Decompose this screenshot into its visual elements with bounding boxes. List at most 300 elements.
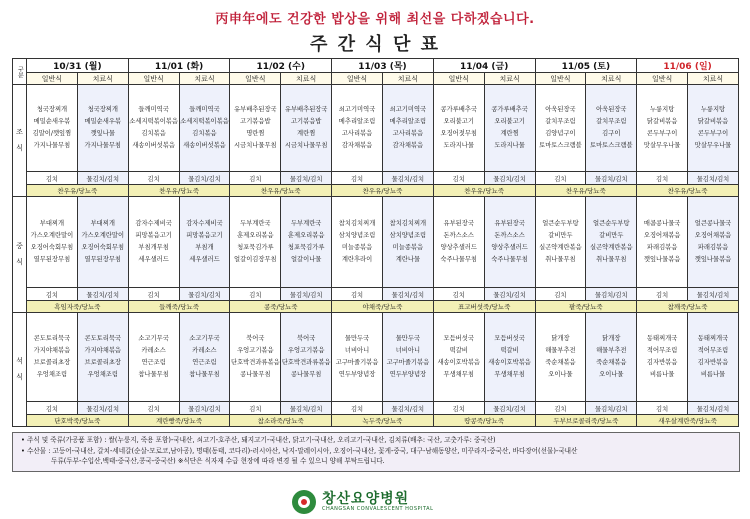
- origin-notes: [12, 432, 740, 472]
- menu-item: 김치볶음: [141, 130, 166, 137]
- menu-cell-general: [128, 85, 179, 172]
- kimchi-therapy: 물김치/김치: [382, 402, 433, 415]
- menu-item: 콩가루배추국: [440, 106, 477, 113]
- type-general: 일반식: [128, 73, 179, 85]
- porridge-cell: 참소라죽/당뇨죽: [230, 415, 332, 427]
- menu-item: 고사리볶음: [341, 130, 373, 137]
- hospital-name: 창산요양병원: [322, 491, 410, 507]
- menu-cell-general: [332, 85, 383, 172]
- footer: [0, 488, 750, 514]
- day-header: 10/31 (월): [27, 59, 129, 73]
- day-header: 11/02 (수): [230, 59, 332, 73]
- day-of-week: 화: [190, 62, 200, 72]
- day-date: 11/05: [561, 62, 590, 72]
- menu-item: 우엉채조림: [87, 371, 118, 378]
- menu-item: 감자수제비국: [135, 220, 172, 227]
- kimchi-general: 김치: [433, 172, 484, 185]
- menu-item: 오징어젓무침: [440, 130, 477, 137]
- day-of-week: 수: [292, 62, 301, 72]
- menu-item: 동태찌개국: [697, 335, 729, 342]
- menu-item: 가스오계란말이: [81, 232, 125, 239]
- menu-item: 메추리알조림: [338, 118, 376, 125]
- menu-item: 양상추샐러드: [440, 244, 477, 251]
- day-of-week: 목: [393, 62, 403, 72]
- menu-item: 우엉고기볶음: [287, 347, 325, 354]
- menu-item: 카레소스: [192, 347, 217, 354]
- menu-cell-therapy: [484, 197, 535, 288]
- menu-item: 북어국: [297, 335, 316, 342]
- menu-item: 아욱된장국: [596, 106, 627, 113]
- menu-item: 깻잎나물볶음: [694, 256, 732, 263]
- menu-item: 고구마줄기볶음: [386, 359, 430, 366]
- menu-item: 훈제오리볶음: [237, 232, 274, 239]
- menu-item: 누룽지탕: [649, 106, 675, 113]
- menu-item: 시금치나물무침: [234, 142, 277, 149]
- menu-cell-therapy: [281, 85, 332, 172]
- kimchi-therapy: 물김치/김치: [484, 172, 535, 185]
- menu-item: 맛살무우나물: [694, 142, 732, 149]
- menu-item: 얼큰순두부탕: [593, 220, 630, 227]
- menu-item: 닭갈비볶음: [697, 118, 729, 125]
- hospital-logo-icon: [292, 490, 316, 514]
- menu-item: 떡갈비: [449, 347, 468, 354]
- menu-item: 콘도토리묵국: [33, 335, 71, 342]
- type-general: 일반식: [535, 73, 586, 85]
- menu-cell-general: [433, 85, 484, 172]
- menu-cell-therapy: [179, 85, 230, 172]
- menu-item: 가지야채볶음: [84, 347, 122, 354]
- kimchi-therapy: 물김치/김치: [281, 172, 332, 185]
- menu-item: 김양념구이: [545, 130, 576, 137]
- menu-item: 김말이/깻잎찜: [32, 130, 72, 137]
- menu-cell-general: [637, 197, 688, 288]
- menu-item: 단호박견과류볶음: [281, 359, 331, 366]
- menu-sheet: [12, 30, 738, 430]
- menu-cell-general: [433, 313, 484, 402]
- menu-item: 해물부추전: [596, 347, 627, 354]
- kimchi-therapy: 물김치/김치: [77, 288, 128, 301]
- menu-cell-therapy: [77, 85, 128, 172]
- menu-item: 갈비만두: [548, 232, 573, 239]
- porridge-cell: 계란빵죽/당뇨죽: [128, 415, 230, 427]
- menu-item: 연근조림: [192, 359, 217, 366]
- menu-item: 메밀순새우볶: [33, 118, 71, 125]
- menu-cell-therapy: [382, 313, 433, 402]
- weekly-menu-table: [12, 58, 739, 427]
- menu-cell-therapy: [77, 313, 128, 402]
- menu-item: 북어국: [246, 335, 265, 342]
- kimchi-general: 김치: [27, 402, 78, 415]
- menu-item: 매콤콩나물국: [643, 220, 681, 227]
- menu-item: 카레소스: [141, 347, 166, 354]
- menu-item: 명란찜: [246, 130, 265, 137]
- kimchi-general: 김치: [128, 288, 179, 301]
- note-line: • 수산물 : 고등어-국내산, 갈치-세네갈(순살-모로코,남아공), 명태(동태, 코다리)-러시아산, 낙지-말레이시아, 오징어-국내산, 꽃게-중국, 대구-남해동양산, 미꾸라지-중국산, 바다장어(선물)-국내산: [21, 446, 578, 455]
- porridge-cell: 찬우유/당뇨죽: [535, 185, 637, 197]
- menu-item: 새송이호박볶음: [488, 359, 531, 366]
- day-date: 11/02: [256, 62, 285, 72]
- kimchi-general: 김치: [535, 288, 586, 301]
- menu-item: 떡갈비: [500, 347, 519, 354]
- menu-item: 계란찜: [297, 130, 316, 137]
- menu-item: 모듬버섯국: [494, 335, 525, 342]
- menu-item: 소세지떡볶이볶음: [129, 118, 178, 125]
- menu-item: 너비아니: [395, 347, 421, 354]
- menu-cell-therapy: [179, 197, 230, 288]
- menu-item: 파래김볶음: [646, 244, 678, 251]
- menu-item: 닭갈비볶음: [646, 118, 678, 125]
- kimchi-general: 김치: [535, 402, 586, 415]
- menu-item: 깻잎나물: [90, 130, 115, 137]
- menu-item: 얼큰순두부탕: [542, 220, 579, 227]
- porridge-cell: 참깨죽/당뇨죽: [637, 301, 739, 313]
- menu-item: 양상추샐러드: [491, 244, 528, 251]
- porridge-cell: 땅콩죽/당뇨죽: [433, 415, 535, 427]
- menu-item: 유부배추된장국: [284, 106, 328, 113]
- menu-cell-therapy: [77, 197, 128, 288]
- porridge-cell: 들깨죽/당뇨죽: [128, 301, 230, 313]
- menu-item: 김자반볶음: [697, 359, 729, 366]
- menu-item: 참나물무침: [189, 371, 220, 378]
- kimchi-general: 김치: [433, 402, 484, 415]
- menu-item: 갈치무조림: [545, 118, 576, 125]
- menu-item: 김치볶음: [192, 130, 217, 137]
- kimchi-general: 김치: [637, 288, 688, 301]
- kimchi-general: 김치: [230, 172, 281, 185]
- menu-item: 가지나물무침: [33, 142, 71, 149]
- menu-cell-general: [535, 197, 586, 288]
- type-therapy: 치료식: [586, 73, 637, 85]
- menu-item: 취나물무침: [545, 256, 576, 263]
- menu-item: 삼치양념조림: [338, 232, 376, 239]
- menu-item: 세우샐러드: [138, 256, 169, 263]
- type-general: 일반식: [637, 73, 688, 85]
- menu-item: 돈까스소스: [443, 232, 474, 239]
- menu-cell-general: [128, 197, 179, 288]
- menu-item: 미늘종볶음: [341, 244, 373, 251]
- menu-item: 새송이버섯볶음: [183, 142, 226, 149]
- kimchi-therapy: 물김치/김치: [382, 288, 433, 301]
- menu-item: 참나물무침: [138, 371, 169, 378]
- type-general: 일반식: [433, 73, 484, 85]
- menu-item: 토마토스크램블: [589, 142, 633, 149]
- menu-item: 물만두국: [344, 335, 370, 342]
- menu-item: 오징어채볶음: [643, 232, 681, 239]
- menu-item: 콩가루배추국: [491, 106, 528, 113]
- menu-item: 소세지떡볶이볶음: [180, 118, 229, 125]
- porridge-cell: 단호박죽/당뇨죽: [27, 415, 129, 427]
- menu-item: 콘두부구이: [646, 130, 678, 137]
- menu-item: 두부계란국: [290, 220, 322, 227]
- menu-item: 부침개무침: [138, 244, 169, 251]
- porridge-cell: 찬우유/당뇨죽: [433, 185, 535, 197]
- menu-cell-general: [27, 313, 78, 402]
- menu-cell-general: [535, 313, 586, 402]
- menu-cell-therapy: [688, 313, 739, 402]
- kimchi-therapy: 물김치/김치: [586, 288, 637, 301]
- kimchi-therapy: 물김치/김치: [281, 402, 332, 415]
- menu-item: 오징어채볶음: [694, 232, 732, 239]
- menu-item: 새송이버섯볶음: [132, 142, 175, 149]
- porridge-cell: 찬우유/당뇨죽: [637, 185, 739, 197]
- porridge-cell: 표고버섯죽/당뇨죽: [433, 301, 535, 313]
- day-date: 11/06: [663, 62, 692, 72]
- menu-item: 오이나물: [599, 371, 624, 378]
- menu-item: 들깨미역국: [189, 106, 220, 113]
- kimchi-therapy: 물김치/김치: [688, 288, 739, 301]
- menu-item: 고구마줄기볶음: [335, 359, 379, 366]
- menu-item: 가지나물무침: [84, 142, 122, 149]
- menu-item: 물만두국: [395, 335, 421, 342]
- menu-cell-therapy: [688, 197, 739, 288]
- menu-item: 연두부양념장: [389, 371, 427, 378]
- kimchi-therapy: 물김치/김치: [586, 402, 637, 415]
- day-header: 11/06 (일): [637, 59, 739, 73]
- menu-item: 미늘종볶음: [392, 244, 424, 251]
- type-general: 일반식: [230, 73, 281, 85]
- menu-item: 오리불고기: [443, 118, 474, 125]
- menu-item: 소고기무국: [189, 335, 220, 342]
- menu-item: 죽순채볶음: [596, 359, 627, 366]
- menu-item: 김구이: [602, 130, 621, 137]
- menu-item: 취나물무침: [596, 256, 627, 263]
- menu-item: 부대찌개: [39, 220, 65, 227]
- porridge-cell: 찬우유/당뇨죽: [128, 185, 230, 197]
- kimchi-general: 김치: [637, 402, 688, 415]
- menu-item: 연두부양념장: [338, 371, 376, 378]
- note-line: • 주식 및 죽류(가공품 포함) : 쌀(누룽지, 죽용 포함)-국내산, 쇠고기-호주산, 돼지고기-국내산, 닭고기-국내산, 오리고기-국내산, 김치류(배추: 국산, 고춧가루: 중국산): [21, 436, 496, 444]
- menu-cell-general: [637, 85, 688, 172]
- menu-item: 훈제오리볶음: [287, 232, 325, 239]
- menu-item: 오징어숙회무침: [30, 244, 74, 251]
- kimchi-general: 김치: [27, 172, 78, 185]
- menu-cell-general: [27, 197, 78, 288]
- menu-cell-therapy: [586, 197, 637, 288]
- menu-item: 비름나물: [700, 371, 726, 378]
- menu-item: 맛살무우나물: [643, 142, 681, 149]
- menu-item: 모듬버섯국: [443, 335, 474, 342]
- kimchi-therapy: 물김치/김치: [688, 402, 739, 415]
- menu-item: 새송이호박볶음: [437, 359, 481, 366]
- menu-item: 적어무조림: [646, 347, 678, 354]
- menu-item: 브로콜리초장: [33, 359, 71, 366]
- menu-item: 계란후라이: [341, 256, 373, 263]
- menu-item: 닭개장: [551, 335, 570, 342]
- kimchi-general: 김치: [332, 402, 383, 415]
- menu-item: 청국장찌개: [36, 106, 68, 113]
- menu-item: 동태찌개국: [646, 335, 678, 342]
- kimchi-general: 김치: [230, 288, 281, 301]
- meal-label: 조 식: [13, 85, 27, 197]
- kimchi-therapy: 물김치/김치: [281, 288, 332, 301]
- day-header: 11/05 (토): [535, 59, 637, 73]
- menu-cell-general: [637, 313, 688, 402]
- kimchi-therapy: 물김치/김치: [77, 172, 128, 185]
- menu-item: 깻잎나물볶음: [643, 256, 681, 263]
- type-therapy: 치료식: [382, 73, 433, 85]
- menu-item: 콘도토리묵국: [84, 335, 122, 342]
- menu-cell-therapy: [484, 313, 535, 402]
- menu-item: 고기볶음밥: [240, 118, 271, 125]
- kimchi-therapy: 물김치/김치: [179, 402, 230, 415]
- menu-item: 오리불고기: [494, 118, 525, 125]
- menu-cell-general: [230, 313, 281, 402]
- menu-item: 닭개장: [602, 335, 621, 342]
- porridge-cell: 찬우유/당뇨죽: [27, 185, 129, 197]
- menu-item: 오징어숙회무침: [81, 244, 125, 251]
- kimchi-general: 김치: [433, 288, 484, 301]
- menu-cell-general: [332, 197, 383, 288]
- menu-item: 얼갈이나물: [290, 256, 322, 263]
- menu-item: 부대찌개: [90, 220, 115, 227]
- menu-cell-therapy: [484, 85, 535, 172]
- porridge-cell: 녹두죽/당뇨죽: [332, 415, 434, 427]
- menu-item: 가스오계란말이: [30, 232, 74, 239]
- day-date: 11/03: [358, 62, 387, 72]
- type-therapy: 치료식: [77, 73, 128, 85]
- kimchi-general: 김치: [230, 402, 281, 415]
- type-therapy: 치료식: [281, 73, 332, 85]
- menu-item: 콘두부구이: [697, 130, 729, 137]
- menu-cell-general: [230, 197, 281, 288]
- menu-item: 무생채무침: [494, 371, 525, 378]
- menu-item: 갈치무조림: [596, 118, 627, 125]
- menu-item: 시금치나물무침: [284, 142, 328, 149]
- menu-item: 열무된장무침: [84, 256, 122, 263]
- menu-cell-therapy: [281, 313, 332, 402]
- type-therapy: 치료식: [179, 73, 230, 85]
- kimchi-therapy: 물김치/김치: [382, 172, 433, 185]
- type-therapy: 치료식: [484, 73, 535, 85]
- menu-item: 김자반볶음: [646, 359, 678, 366]
- menu-item: 세우샐러드: [189, 256, 220, 263]
- menu-item: 숙주나물무침: [491, 256, 528, 263]
- menu-item: 연근조림: [141, 359, 166, 366]
- menu-cell-therapy: [382, 197, 433, 288]
- menu-item: 콩나물무침: [240, 371, 271, 378]
- porridge-cell: 새우살계란죽/당뇨죽: [637, 415, 739, 427]
- menu-cell-therapy: [586, 85, 637, 172]
- menu-item: 두부계란국: [240, 220, 271, 227]
- menu-item: 갈비만두: [599, 232, 624, 239]
- type-general: 일반식: [332, 73, 383, 85]
- menu-cell-general: [230, 85, 281, 172]
- menu-item: 너비아니: [344, 347, 370, 354]
- hospital-name-en: CHANGSAN CONVALESCENT HOSPITAL: [322, 506, 434, 512]
- menu-item: 유부된장국: [443, 220, 474, 227]
- kimchi-general: 김치: [128, 172, 179, 185]
- day-date: 11/01: [154, 62, 184, 72]
- menu-cell-general: [332, 313, 383, 402]
- porridge-cell: 두부브로콜리죽/당뇨죽: [535, 415, 637, 427]
- menu-item: 얼갈이김장무침: [234, 256, 277, 263]
- menu-item: 유부배추된장국: [234, 106, 277, 113]
- porridge-cell: 팥죽/당뇨죽: [535, 301, 637, 313]
- menu-cell-therapy: [586, 313, 637, 402]
- menu-cell-therapy: [382, 85, 433, 172]
- menu-cell-therapy: [179, 313, 230, 402]
- porridge-cell: 흑임자죽/당뇨죽: [27, 301, 129, 313]
- menu-item: 고기볶음밥: [290, 118, 322, 125]
- menu-item: 돈까스소스: [494, 232, 525, 239]
- menu-item: 실곤약계란볶음: [589, 244, 633, 251]
- menu-item: 메밀순새우볶: [84, 118, 122, 125]
- kimchi-therapy: 물김치/김치: [179, 288, 230, 301]
- menu-item: 계란찜: [500, 130, 519, 137]
- menu-item: 삼치양념조림: [389, 232, 427, 239]
- headline: 丙申年에도 건강한 밥상을 위해 최선을 다하겠습니다.: [215, 12, 535, 27]
- menu-item: 죽순채볶음: [545, 359, 576, 366]
- menu-item: 누룽지탕: [700, 106, 726, 113]
- header-label: 구분: [13, 59, 27, 85]
- kimchi-therapy: 물김치/김치: [77, 402, 128, 415]
- menu-item: 쇠고기미역국: [389, 106, 427, 113]
- menu-item: 도라지나물: [494, 142, 525, 149]
- day-header: 11/04 (금): [433, 59, 535, 73]
- menu-item: 감자채볶음: [341, 142, 373, 149]
- menu-item: 메추리알조림: [389, 118, 427, 125]
- menu-item: 피망볶음고기: [186, 232, 223, 239]
- day-date: 10/31: [53, 62, 82, 72]
- menu-item: 소고기무국: [138, 335, 169, 342]
- type-therapy: 치료식: [688, 73, 739, 85]
- page-title: 주 간 식 단 표: [309, 34, 440, 55]
- menu-item: 콩나물무침: [290, 371, 322, 378]
- note-line: 두류(두부-수입산,백태-중국산,콩국-중국산) ※식단은 식자재 수급 현장에 따라 변경 될 수 있으니 양해 부탁드립니다.: [51, 457, 385, 465]
- kimchi-general: 김치: [128, 402, 179, 415]
- menu-cell-general: [535, 85, 586, 172]
- menu-item: 아욱된장국: [545, 106, 576, 113]
- meal-label: 석 식: [13, 313, 27, 427]
- menu-cell-therapy: [688, 85, 739, 172]
- menu-item: 열무된장무침: [33, 256, 71, 263]
- type-general: 일반식: [27, 73, 78, 85]
- menu-item: 우엉채조림: [36, 371, 68, 378]
- menu-item: 얼큰콩나물국: [694, 220, 732, 227]
- menu-item: 부침개: [195, 244, 214, 251]
- menu-cell-general: [433, 197, 484, 288]
- menu-item: 유부된장국: [494, 220, 525, 227]
- menu-item: 적어무조림: [697, 347, 729, 354]
- kimchi-therapy: 물김치/김치: [484, 288, 535, 301]
- menu-item: 브로콜리초장: [84, 359, 122, 366]
- day-of-week: 토: [597, 62, 606, 72]
- day-header: 11/03 (목): [332, 59, 434, 73]
- menu-item: 청포묵김가루: [287, 244, 325, 251]
- kimchi-therapy: 물김치/김치: [179, 172, 230, 185]
- menu-item: 우엉고기볶음: [237, 347, 274, 354]
- menu-item: 가지야채볶음: [33, 347, 71, 354]
- menu-item: 단호박견과류볶음: [230, 359, 280, 366]
- menu-item: 무생채무침: [443, 371, 474, 378]
- kimchi-general: 김치: [637, 172, 688, 185]
- kimchi-general: 김치: [27, 288, 78, 301]
- menu-item: 계란나물: [395, 256, 421, 263]
- menu-item: 도라지나물: [443, 142, 474, 149]
- menu-item: 고사리볶음: [392, 130, 424, 137]
- porridge-cell: 찬우유/당뇨죽: [230, 185, 332, 197]
- porridge-cell: 콩죽/당뇨죽: [230, 301, 332, 313]
- menu-item: 청국장찌개: [87, 106, 118, 113]
- menu-item: 피망볶음고기: [135, 232, 172, 239]
- day-of-week: 금: [495, 62, 505, 72]
- kimchi-general: 김치: [332, 288, 383, 301]
- meal-label: 중 식: [13, 197, 27, 313]
- kimchi-general: 김치: [332, 172, 383, 185]
- porridge-cell: 야채죽/당뇨죽: [332, 301, 434, 313]
- kimchi-therapy: 물김치/김치: [688, 172, 739, 185]
- menu-item: 해물부추전: [545, 347, 576, 354]
